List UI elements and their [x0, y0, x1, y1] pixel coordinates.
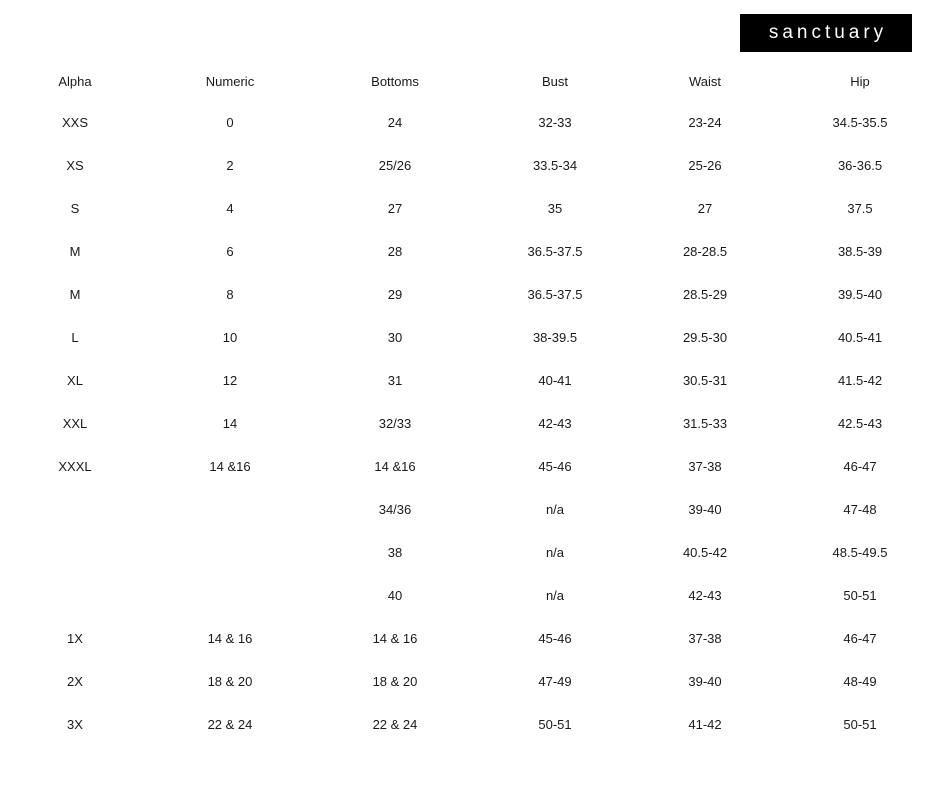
size-chart-table	[0, 66, 940, 746]
cell-waist: 25-26	[688, 157, 722, 173]
cell-waist: 30.5-31	[682, 372, 728, 388]
cell-hip: 50-51	[843, 587, 877, 603]
table-row	[0, 316, 940, 359]
table-header-row	[0, 66, 940, 101]
table-row	[0, 488, 940, 531]
cell-waist: 39-40	[688, 673, 722, 689]
cell-bottoms: 22 & 24	[372, 716, 418, 732]
column-header-alpha: Alpha	[58, 74, 92, 89]
cell-bust: 50-51	[538, 716, 572, 732]
cell-numeric	[150, 574, 310, 617]
table-row	[0, 531, 940, 574]
cell-bust: 45-46	[538, 458, 572, 474]
cell-bottoms: 28	[387, 243, 403, 259]
cell-bottoms: 32/33	[378, 415, 412, 431]
cell-bottoms: 31	[387, 372, 403, 388]
cell-bust: 40-41	[538, 372, 572, 388]
cell-alpha: S	[70, 200, 80, 216]
table-row	[0, 230, 940, 273]
cell-alpha	[0, 488, 150, 531]
cell-hip: 48.5-49.5	[832, 544, 888, 560]
cell-numeric: 14	[222, 415, 238, 431]
table-row	[0, 359, 940, 402]
brand-logo	[740, 14, 912, 52]
cell-numeric	[150, 488, 310, 531]
cell-hip: 50-51	[843, 716, 877, 732]
cell-alpha	[0, 574, 150, 617]
cell-numeric: 10	[222, 329, 238, 345]
cell-bust: 32-33	[538, 114, 572, 130]
cell-hip: 38.5-39	[837, 243, 883, 259]
cell-numeric: 6	[226, 243, 234, 259]
cell-alpha: L	[71, 329, 79, 345]
table-row	[0, 574, 940, 617]
cell-hip: 34.5-35.5	[832, 114, 888, 130]
table-row	[0, 273, 940, 316]
cell-bust: 45-46	[538, 630, 572, 646]
table-row	[0, 617, 940, 660]
cell-alpha: 1X	[67, 630, 83, 646]
column-header-numeric: Numeric	[205, 74, 255, 89]
cell-bust: 42-43	[538, 415, 572, 431]
cell-alpha: M	[69, 286, 81, 302]
cell-bust: n/a	[545, 587, 565, 603]
cell-bottoms: 24	[387, 114, 403, 130]
cell-waist: 42-43	[688, 587, 722, 603]
cell-waist: 28-28.5	[682, 243, 728, 259]
cell-hip: 41.5-42	[837, 372, 883, 388]
cell-bust: 35	[547, 200, 563, 216]
table-row	[0, 660, 940, 703]
cell-numeric	[150, 531, 310, 574]
cell-bottoms: 38	[387, 544, 403, 560]
cell-bust: 47-49	[538, 673, 572, 689]
table-row	[0, 187, 940, 230]
table-row	[0, 445, 940, 488]
table-row	[0, 703, 940, 746]
cell-waist: 23-24	[688, 114, 722, 130]
cell-hip: 40.5-41	[837, 329, 883, 345]
cell-hip: 46-47	[843, 458, 877, 474]
table-row	[0, 101, 940, 144]
cell-bottoms: 30	[387, 329, 403, 345]
cell-hip: 36-36.5	[837, 157, 883, 173]
cell-numeric: 8	[226, 286, 234, 302]
cell-numeric: 14 &16	[209, 458, 251, 474]
cell-waist: 40.5-42	[682, 544, 728, 560]
cell-numeric: 2	[226, 157, 234, 173]
column-header-hip: Hip	[850, 74, 870, 89]
cell-numeric: 18 & 20	[207, 673, 253, 689]
cell-waist: 29.5-30	[682, 329, 728, 345]
cell-alpha: M	[69, 243, 81, 259]
cell-numeric: 14 & 16	[207, 630, 253, 646]
cell-bottoms: 14 & 16	[372, 630, 418, 646]
cell-bust: n/a	[545, 501, 565, 517]
cell-waist: 31.5-33	[682, 415, 728, 431]
cell-bust: 36.5-37.5	[527, 243, 583, 259]
cell-alpha: XL	[67, 372, 83, 388]
cell-numeric: 4	[226, 200, 234, 216]
cell-bottoms: 40	[387, 587, 403, 603]
cell-alpha: XXL	[62, 415, 88, 431]
cell-alpha: 2X	[67, 673, 83, 689]
table-row	[0, 402, 940, 445]
cell-bottoms: 29	[387, 286, 403, 302]
cell-hip: 47-48	[843, 501, 877, 517]
cell-bust: n/a	[545, 544, 565, 560]
brand-name: sanctuary	[768, 22, 888, 43]
cell-bottoms: 25/26	[378, 157, 412, 173]
cell-hip: 42.5-43	[837, 415, 883, 431]
cell-numeric: 12	[222, 372, 238, 388]
cell-alpha	[0, 531, 150, 574]
cell-bust: 38-39.5	[532, 329, 578, 345]
cell-numeric: 22 & 24	[207, 716, 253, 732]
cell-waist: 37-38	[688, 458, 722, 474]
cell-alpha: XS	[66, 157, 84, 173]
cell-waist: 27	[697, 200, 713, 216]
cell-hip: 46-47	[843, 630, 877, 646]
cell-hip: 48-49	[843, 673, 877, 689]
cell-bottoms: 18 & 20	[372, 673, 418, 689]
cell-waist: 41-42	[688, 716, 722, 732]
cell-waist: 39-40	[688, 501, 722, 517]
cell-alpha: XXXL	[58, 458, 92, 474]
cell-hip: 39.5-40	[837, 286, 883, 302]
column-header-bust: Bust	[541, 74, 568, 89]
table-body	[0, 101, 940, 746]
cell-bottoms: 34/36	[378, 501, 412, 517]
table-row	[0, 144, 940, 187]
cell-bust: 36.5-37.5	[527, 286, 583, 302]
cell-hip: 37.5	[847, 200, 873, 216]
cell-waist: 37-38	[688, 630, 722, 646]
cell-alpha: XXS	[61, 114, 88, 130]
cell-alpha: 3X	[67, 716, 83, 732]
column-header-waist: Waist	[688, 74, 722, 89]
cell-bust: 33.5-34	[532, 157, 578, 173]
cell-numeric: 0	[226, 114, 234, 130]
column-header-bottoms: Bottoms	[371, 74, 419, 89]
cell-bottoms: 14 &16	[374, 458, 416, 474]
cell-bottoms: 27	[387, 200, 403, 216]
table-header	[0, 66, 940, 101]
cell-waist: 28.5-29	[682, 286, 728, 302]
